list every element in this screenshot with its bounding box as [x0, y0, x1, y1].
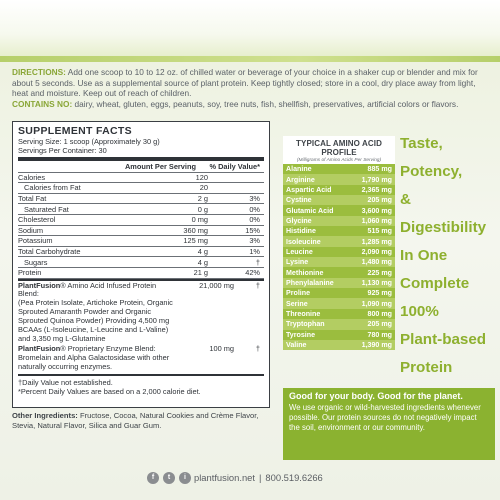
amino-value: 2,365 mg [350, 185, 395, 195]
facts-row [18, 236, 264, 247]
amino-row [283, 330, 395, 340]
enzyme-desc: Bromelain and Alpha Galactosidase with other naturally occurring enzymes. [18, 352, 170, 371]
amount-header: Amount Per Serving [124, 162, 196, 172]
amino-value: 1,480 mg [350, 257, 395, 267]
amino-value: 1,130 mg [350, 278, 395, 288]
blend-row [18, 281, 264, 344]
amino-name: Valine [283, 340, 350, 350]
enzyme-row [18, 344, 264, 376]
amino-acid-profile [283, 136, 395, 350]
amino-name: Histidine [283, 226, 350, 236]
amino-row [283, 236, 395, 246]
nutrient-dv [208, 173, 264, 182]
nutrient-amount: 20 [199, 183, 208, 193]
amino-row [283, 195, 395, 205]
nutrient-dv: 0% [249, 204, 260, 214]
enzyme-amount: 100 mg [209, 343, 234, 353]
amino-row [283, 247, 395, 257]
nutrient-dv: † [255, 257, 260, 267]
twitter-icon[interactable]: t [163, 472, 175, 484]
top-band [0, 0, 500, 62]
amino-subtitle: (Milligrams of Amino Acids Per Serving) [296, 158, 382, 163]
amino-row [283, 267, 395, 277]
nutrient-amount: 21 g [193, 268, 208, 278]
amino-name: Cystine [283, 195, 350, 205]
phone: 800.519.6266 [265, 472, 323, 483]
facebook-icon[interactable]: f [147, 472, 159, 484]
amino-row [283, 298, 395, 308]
blend-amount: 21,000 mg [199, 280, 234, 290]
amino-name: Leucine [283, 247, 350, 257]
nutrient-amount: 0 g [197, 204, 208, 214]
contact-line [194, 472, 323, 484]
nutrient-name: Saturated Fat [24, 204, 69, 214]
amino-name: Serine [283, 298, 350, 308]
amino-name: Arginine [283, 174, 350, 184]
nutrient-name: Potassium [18, 236, 53, 246]
amino-name: Tryptophan [283, 319, 350, 329]
instagram-icon[interactable]: i [179, 472, 191, 484]
amino-value: 925 mg [350, 288, 395, 298]
blend-title: ® Amino Acid Infused Protein Blend: [18, 280, 157, 299]
dv-header: % Daily Value* [209, 162, 260, 172]
amino-value: 780 mg [350, 330, 395, 340]
facts-header-row [18, 162, 264, 173]
nutrient-name: Total Carbohydrate [18, 247, 81, 257]
blend-dv: † [255, 280, 260, 290]
amino-row [283, 340, 395, 350]
nutrient-dv: 0% [249, 215, 260, 225]
good-body: We use organic or wild-harvested ingredients whenever possible. Our protein sources do not negatively impact the soil, environment or our community. [289, 403, 481, 432]
blend-name: PlantFusion [18, 280, 61, 290]
other-ingredients [12, 411, 274, 430]
nutrient-amount: 120 [195, 172, 208, 182]
nutrient-dv: 15% [245, 225, 260, 235]
tagline-line: Complete [400, 275, 470, 292]
amino-value: 1,090 mg [350, 298, 395, 308]
amino-value: 205 mg [350, 319, 395, 329]
amino-row [283, 309, 395, 319]
tagline-line: Protein [400, 359, 453, 376]
nutrient-amount: 4 g [197, 257, 208, 267]
amino-value: 1,285 mg [350, 236, 395, 246]
nutrient-dv: 1% [249, 247, 260, 257]
amino-table [283, 164, 395, 350]
amino-name: Glutamic Acid [283, 205, 350, 215]
facts-row [18, 226, 264, 237]
directions-text: Add one scoop to 10 to 12 oz. of chilled water or beverage of your choice in a shaker cup or blender and mix for about 5 seconds. Use as a supplemental source of plant protein. Keep tightly closed; store in a cool, dry place away from light, heat and moisture. Keep out of reach of children. [12, 67, 478, 99]
amino-row [283, 226, 395, 236]
amino-row [283, 257, 395, 267]
tagline-line: 100% [400, 303, 439, 320]
servings-per-container: Servings Per Container: 30 [18, 146, 107, 155]
amino-name: Methionine [283, 267, 350, 277]
amino-name: Alanine [283, 164, 350, 174]
nutrient-name: Cholesterol [18, 215, 56, 225]
social-icons [147, 472, 191, 484]
amino-row [283, 288, 395, 298]
other-label: Other Ingredients: [12, 411, 78, 420]
amino-value: 205 mg [350, 195, 395, 205]
enzyme-name: PlantFusion [18, 343, 61, 353]
amino-value: 1,060 mg [350, 216, 395, 226]
nutrient-dv: 3% [249, 236, 260, 246]
enzyme-title: ® Proprietary Enzyme Blend: [60, 343, 156, 353]
amino-value: 800 mg [350, 309, 395, 319]
facts-row [18, 204, 264, 215]
nutrient-dv: 3% [249, 194, 260, 204]
directions-block [12, 67, 490, 109]
amino-value: 225 mg [350, 267, 395, 277]
nutrient-amount: 0 mg [191, 215, 208, 225]
facts-row [18, 215, 264, 226]
other-text: Fructose, Cocoa, Natural Cookies and Crème Flavor, Stevia, Natural Flavor, Silica and Guar Gum. [12, 411, 259, 430]
nutrient-name: Calories from Fat [24, 183, 81, 193]
amino-value: 885 mg [350, 164, 395, 174]
facts-row [18, 194, 264, 205]
amino-name: Phenylalanine [283, 278, 350, 288]
amino-value: 3,600 mg [350, 205, 395, 215]
amino-value: 2,090 mg [350, 247, 395, 257]
amino-row [283, 185, 395, 195]
amino-row [283, 319, 395, 329]
nutrient-name: Sugars [24, 257, 48, 267]
amino-row [283, 205, 395, 215]
amino-value: 1,390 mg [350, 340, 395, 350]
contains-label: CONTAINS NO: [12, 98, 73, 109]
amino-name: Isoleucine [283, 236, 350, 246]
footnote-dv: †Daily Value not established. [18, 377, 113, 387]
facts-row [18, 247, 264, 258]
amino-row [283, 216, 395, 226]
supplement-facts-panel [12, 121, 270, 408]
nutrient-name: Total Fat [18, 194, 47, 204]
nutrient-amount: 125 mg [183, 236, 208, 246]
tagline-line: In One [400, 247, 448, 264]
directions-label: DIRECTIONS: [12, 67, 66, 77]
footnote-calorie: *Percent Daily Values are based on a 2,000 calorie diet. [18, 386, 201, 396]
facts-row [18, 257, 264, 268]
contact-separator: | [258, 472, 262, 483]
enzyme-dv: † [255, 343, 260, 353]
nutrient-amount: 2 g [197, 194, 208, 204]
facts-row [18, 183, 264, 194]
tagline-line: & Digestibility [400, 191, 487, 236]
facts-title: SUPPLEMENT FACTS [18, 125, 132, 137]
amino-row [283, 278, 395, 288]
amino-name: Tyrosine [283, 330, 350, 340]
good-heading: Good for your body. Good for the planet. [289, 391, 463, 401]
nutrient-dv [208, 183, 264, 192]
website: plantfusion.net [194, 472, 255, 483]
nutrient-name: Sodium [18, 225, 44, 235]
amino-name: Threonine [283, 309, 350, 319]
serving-size: Serving Size: 1 scoop (Approximately 30 g) [18, 137, 160, 146]
tagline-line: Taste, [400, 135, 443, 152]
nutrient-name: Protein [18, 268, 42, 278]
tagline-line: Potency, [400, 163, 463, 180]
amino-value: 515 mg [350, 226, 395, 236]
amino-value: 1,790 mg [350, 174, 395, 184]
amino-name: Lysine [283, 257, 350, 267]
nutrient-amount: 4 g [197, 247, 208, 257]
amino-row [283, 174, 395, 184]
facts-row [18, 173, 264, 184]
nutrient-name: Calories [18, 172, 46, 182]
amino-row [283, 164, 395, 174]
amino-name: Proline [283, 288, 350, 298]
amino-title: TYPICAL AMINO ACID PROFILE [296, 139, 382, 157]
tagline [400, 130, 496, 382]
amino-name: Aspartic Acid [283, 185, 350, 195]
nutrient-dv: 42% [245, 268, 260, 278]
nutrient-amount: 360 mg [183, 225, 208, 235]
amino-name: Glycine [283, 216, 350, 226]
tagline-line: Plant-based [400, 331, 487, 348]
contains-text: dairy, wheat, gluten, eggs, peanuts, soy, tree nuts, fish, shellfish, preservatives, artificial colors or flavors. [74, 98, 459, 109]
blend-desc: (Pea Protein Isolate, Artichoke Protein, Organic Sprouted Amaranth Powder and Organic Sprouted Quinoa Powder) Providing 4,500 mg BCAAs (L-Isoleucine, L-Leucine and L-Valine) and 3,350 mg L-Glutamine [18, 298, 173, 343]
facts-row [18, 268, 264, 279]
good-for-planet-box [283, 388, 495, 460]
